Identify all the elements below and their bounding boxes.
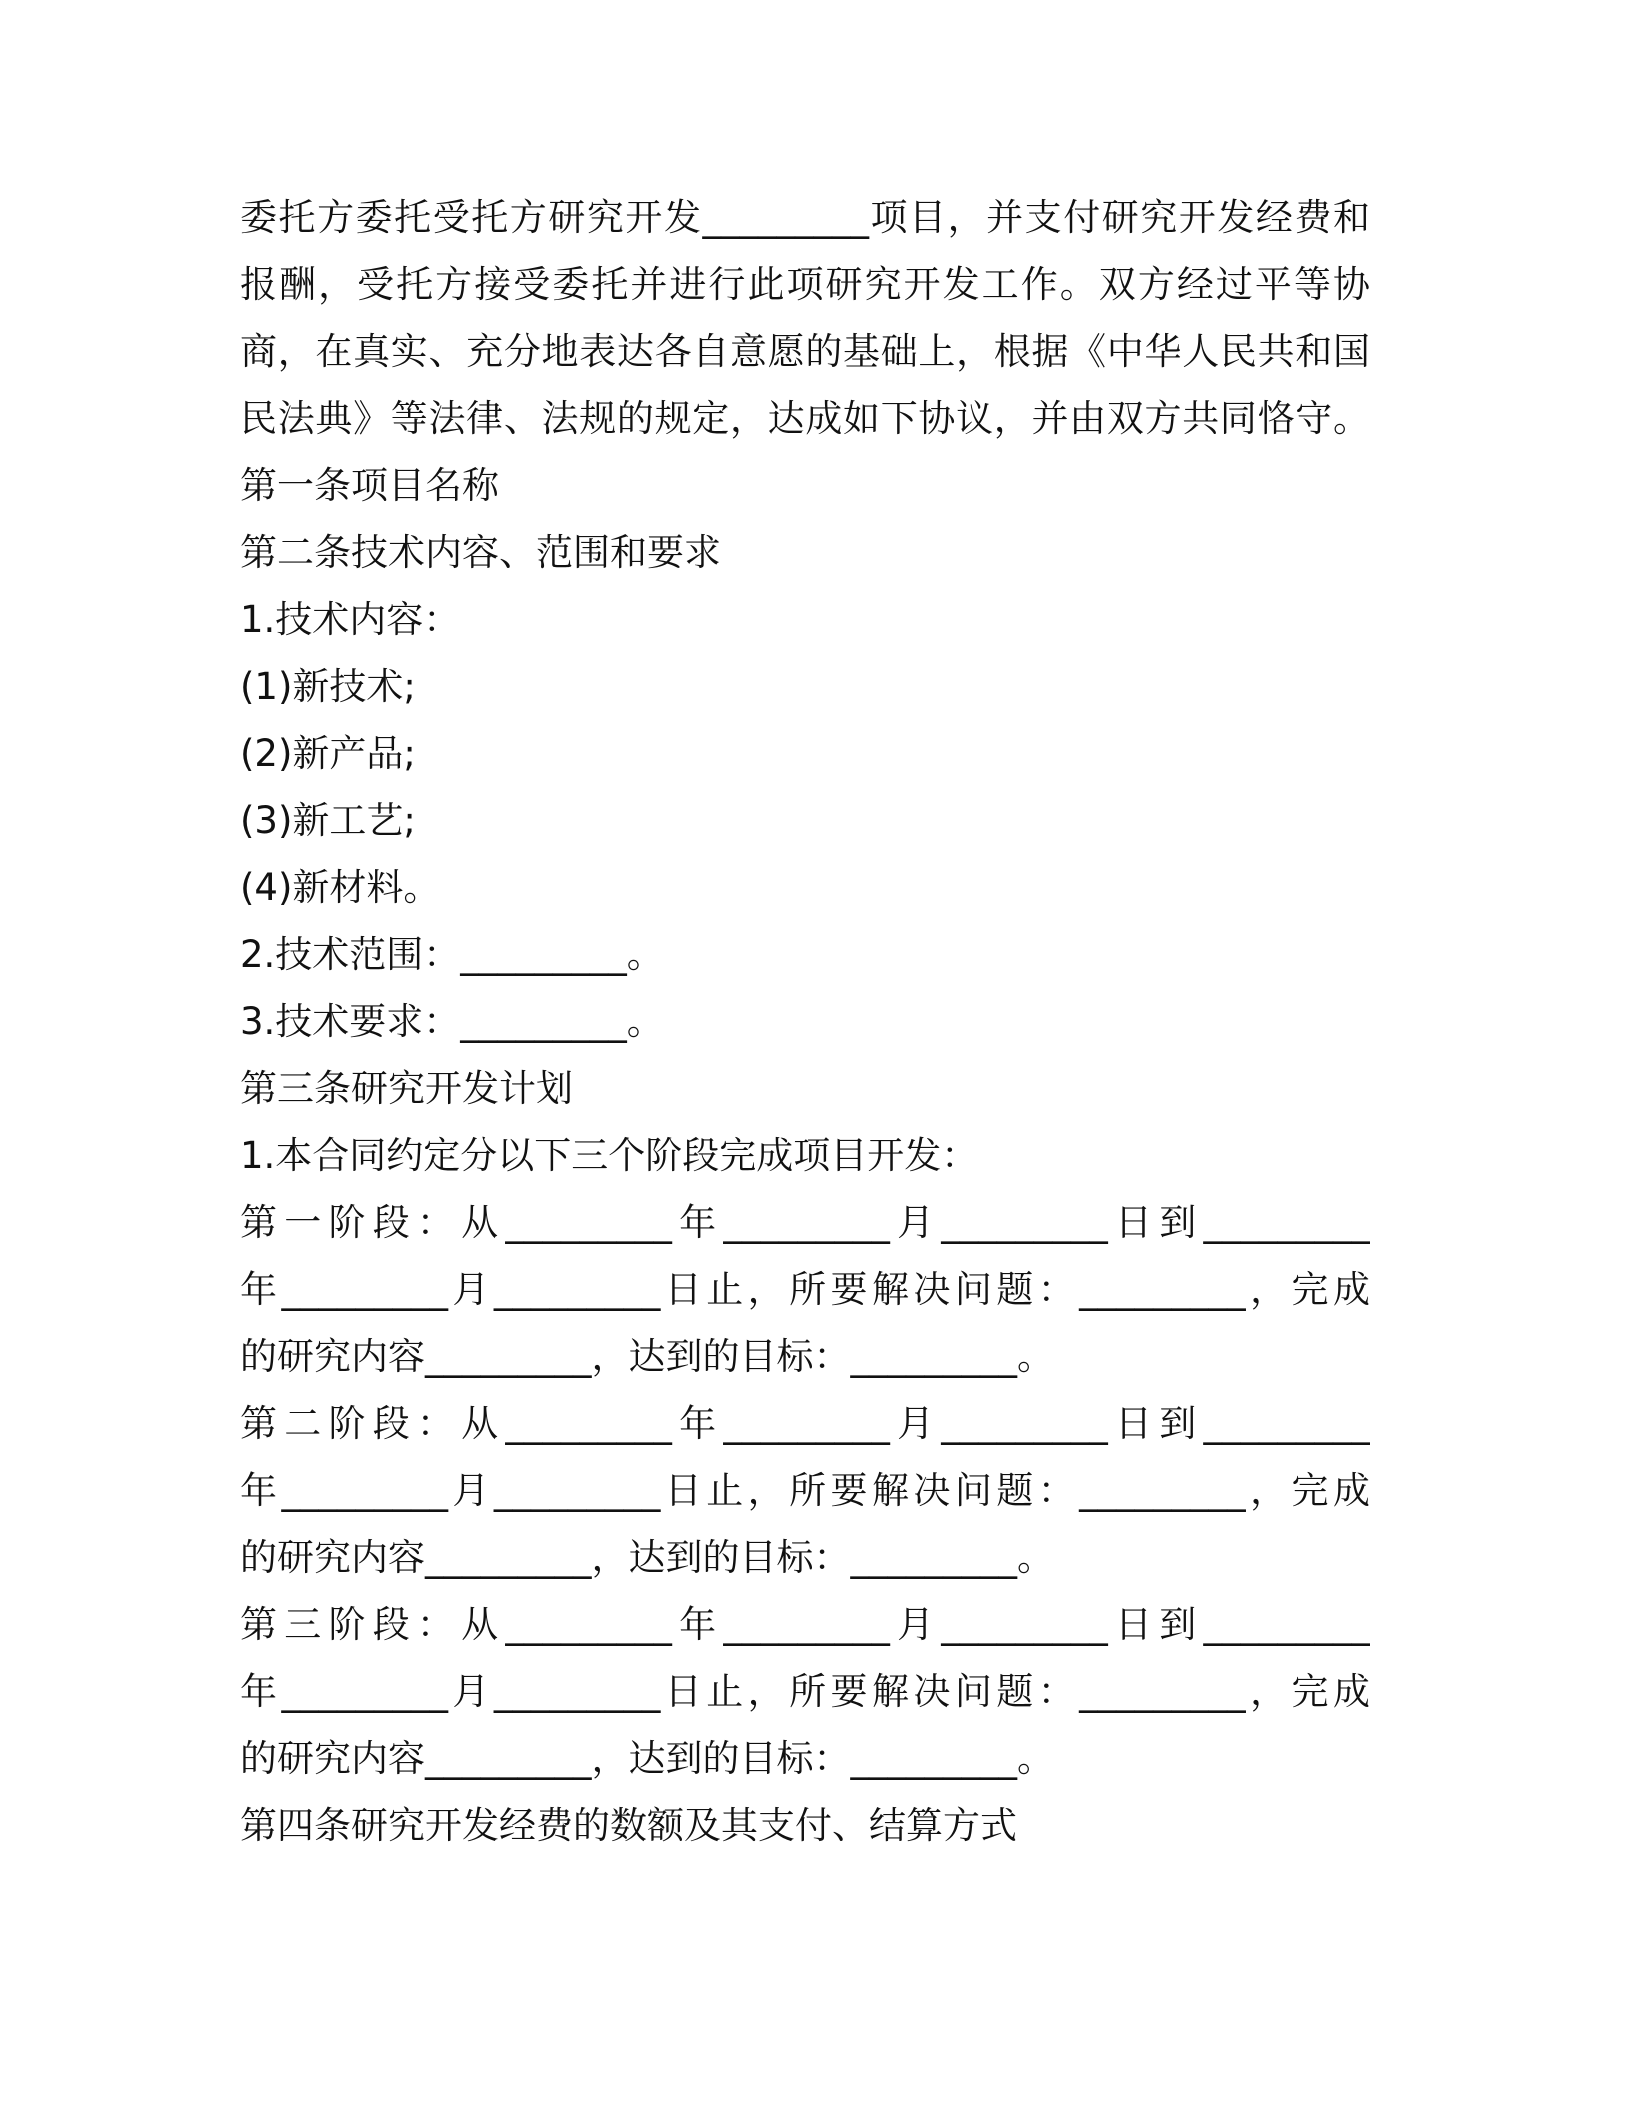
document-page (240, 184, 1370, 1859)
document-line: 1.技术内容： (240, 598, 461, 641)
document-line: (4)新材料。 (240, 866, 441, 909)
document-line: 的研究内容_________，达到的目标：_________。 (240, 1536, 1054, 1579)
document-body (240, 184, 1370, 1859)
document-line: 年_________月_________日止，所要解决问题：_________，完成 (240, 1670, 1370, 1713)
document-line: (3)新工艺; (240, 799, 416, 842)
document-line: 第三阶段：从_________年_________月_________日到_________ (240, 1603, 1370, 1646)
document-line: 第一阶段：从_________年_________月_________日到_________ (240, 1201, 1370, 1244)
document-line: 报酬，受托方接受委托并进行此项研究开发工作。双方经过平等协 (240, 263, 1370, 306)
document-line: 委托方委托受托方研究开发_________项目，并支付研究开发经费和 (240, 196, 1370, 239)
document-line: (2)新产品; (240, 732, 416, 775)
document-line: 第三条研究开发计划 (240, 1067, 573, 1110)
document-line: 第四条研究开发经费的数额及其支付、结算方式 (240, 1804, 1017, 1847)
document-line: 第二条技术内容、范围和要求 (240, 531, 721, 574)
document-line: 第一条项目名称 (240, 464, 499, 507)
document-line: 1.本合同约定分以下三个阶段完成项目开发： (240, 1134, 979, 1177)
document-line: 的研究内容_________，达到的目标：_________。 (240, 1335, 1054, 1378)
document-line: (1)新技术; (240, 665, 416, 708)
document-line: 第二阶段：从_________年_________月_________日到_________ (240, 1402, 1370, 1445)
document-line: 3.技术要求：_________。 (240, 1000, 664, 1043)
document-line: 的研究内容_________，达到的目标：_________。 (240, 1737, 1054, 1780)
document-line: 年_________月_________日止，所要解决问题：_________，完成 (240, 1469, 1370, 1512)
document-line: 商，在真实、充分地表达各自意愿的基础上，根据《中华人民共和国 (240, 330, 1370, 373)
document-line: 2.技术范围：_________。 (240, 933, 664, 976)
document-line: 民法典》等法律、法规的规定，达成如下协议，并由双方共同恪守。 (240, 397, 1370, 440)
document-line: 年_________月_________日止，所要解决问题：_________，完成 (240, 1268, 1370, 1311)
